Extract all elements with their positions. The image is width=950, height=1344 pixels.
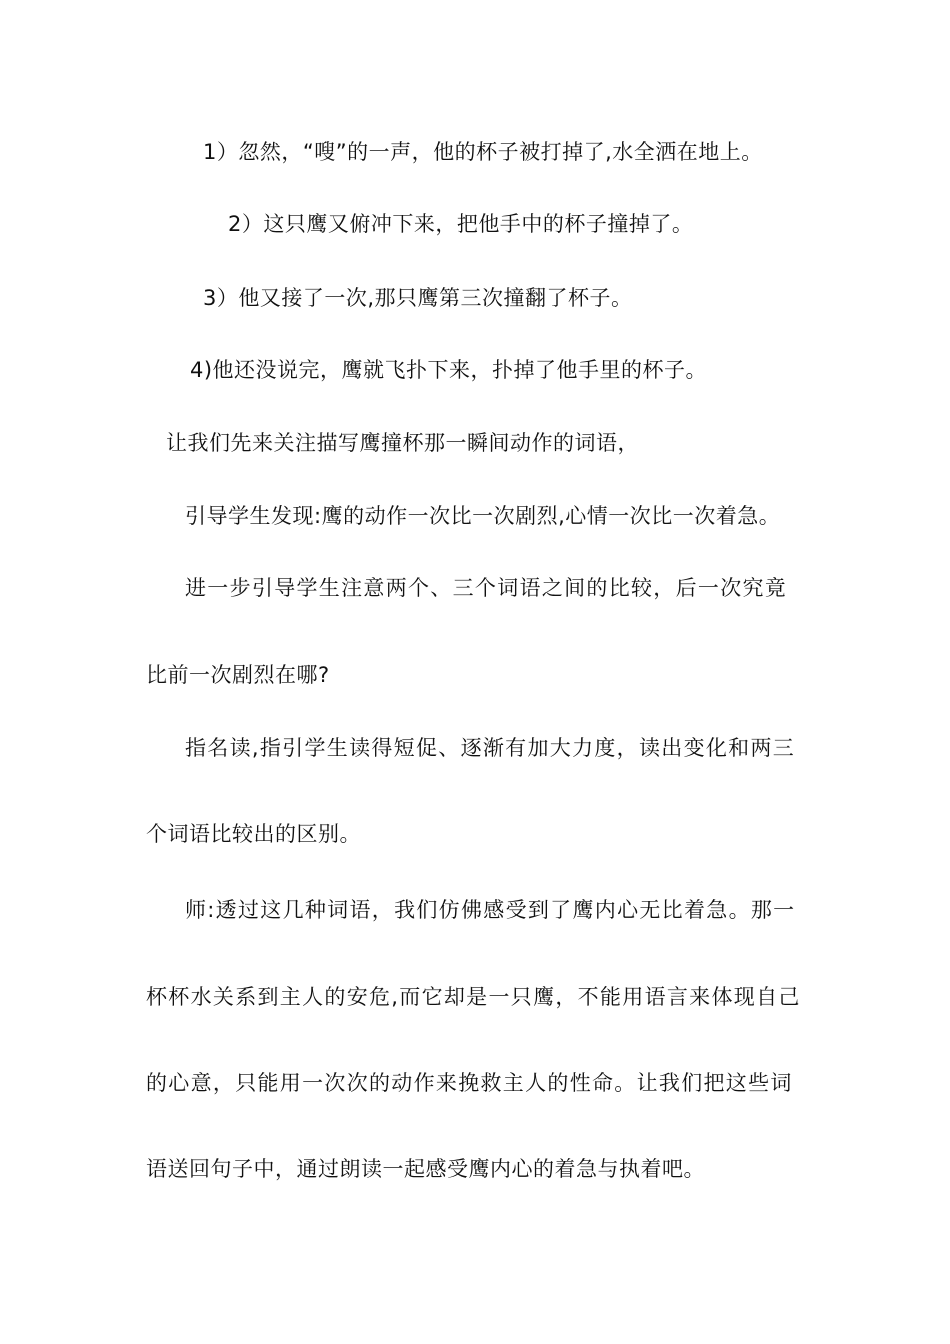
paragraph-compare-line-1: 进一步引导学生注意两个、三个词语之间的比较，后一次究竟 <box>185 576 788 600</box>
paragraph-teacher-line-4: 语送回句子中，通过朗读一起感受鹰内心的着急与执着吧。 <box>146 1157 705 1181</box>
text-line-example-2: 2）这只鹰又俯冲下来，把他手中的杯子撞掉了。 <box>228 212 694 236</box>
text-line-intro: 让我们先来关注描写鹰撞杯那一瞬间动作的词语， <box>166 431 639 455</box>
text-line-example-4: 4)他还没说完，鹰就飞扑下来，扑掉了他手里的杯子。 <box>190 358 708 382</box>
text-line-guide: 引导学生发现:鹰的动作一次比一次剧烈,心情一次比一次着急。 <box>185 504 781 528</box>
paragraph-compare-line-2: 比前一次剧烈在哪? <box>146 663 330 687</box>
paragraph-reading-line-1: 指名读,指引学生读得短促、逐渐有加大力度，读出变化和两三 <box>185 736 796 760</box>
text-line-example-1: 1）忽然，“嗖”的一声，他的杯子被打掉了,水全洒在地上。 <box>203 140 763 164</box>
text-line-example-3: 3）他又接了一次,那只鹰第三次撞翻了杯子。 <box>203 286 633 310</box>
paragraph-teacher-line-3: 的心意，只能用一次次的动作来挽救主人的性命。让我们把这些词 <box>146 1071 793 1095</box>
paragraph-teacher-line-1: 师:透过这几种词语，我们仿佛感受到了鹰内心无比着急。那一 <box>185 898 796 922</box>
paragraph-reading-line-2: 个词语比较出的区别。 <box>146 822 361 846</box>
paragraph-teacher-line-2: 杯杯水关系到主人的安危,而它却是一只鹰，不能用语言来体现自己 <box>146 985 801 1009</box>
